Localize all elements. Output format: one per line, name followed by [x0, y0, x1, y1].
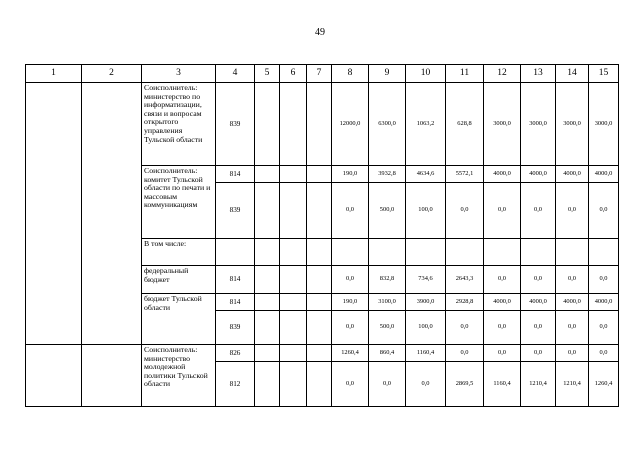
- value-cell: 0,0: [589, 266, 619, 294]
- table-row: [26, 83, 619, 166]
- table-row: [26, 345, 619, 362]
- value-cell: 100,0: [406, 311, 446, 345]
- value-cell: 0,0: [332, 266, 369, 294]
- header-cell: 15: [589, 65, 619, 83]
- header-cell: 14: [556, 65, 589, 83]
- value-cell: 500,0: [369, 311, 406, 345]
- value-cell: 0,0: [556, 266, 589, 294]
- code-cell: 814: [216, 294, 255, 311]
- code-cell: 839: [216, 311, 255, 345]
- empty-cell: [280, 345, 307, 362]
- col2-merged-cell: [82, 83, 142, 345]
- empty-cell: [255, 362, 280, 407]
- program-funding-table: [25, 64, 619, 407]
- row-label: бюджет Тульской области: [142, 294, 216, 345]
- empty-cell: [307, 83, 332, 166]
- value-cell: 3000,0: [556, 83, 589, 166]
- value-cell: 0,0: [556, 345, 589, 362]
- value-cell: 1210,4: [521, 362, 556, 407]
- value-cell: 190,0: [332, 166, 369, 183]
- empty-cell: [280, 239, 307, 266]
- empty-cell: [255, 166, 280, 183]
- value-cell: 0,0: [369, 362, 406, 407]
- col2-merged-cell: [82, 345, 142, 407]
- value-cell: 3000,0: [521, 83, 556, 166]
- empty-cell: [307, 183, 332, 239]
- header-cell: 7: [307, 65, 332, 83]
- empty-cell: [280, 266, 307, 294]
- value-cell: 1260,4: [332, 345, 369, 362]
- value-cell: 0,0: [521, 311, 556, 345]
- header-cell: 5: [255, 65, 280, 83]
- value-cell: 12000,0: [332, 83, 369, 166]
- value-cell: 190,0: [332, 294, 369, 311]
- header-row: [26, 65, 619, 83]
- header-cell: 13: [521, 65, 556, 83]
- row-label: Соисполнитель: комитет Тульской области по печати и массовым коммуникациям: [142, 166, 216, 239]
- value-cell: 1260,4: [589, 362, 619, 407]
- value-cell: 2928,8: [446, 294, 484, 311]
- empty-cell: [280, 166, 307, 183]
- value-cell: 4000,0: [521, 166, 556, 183]
- value-cell: 0,0: [446, 345, 484, 362]
- empty-cell: [255, 311, 280, 345]
- value-cell: 2869,5: [446, 362, 484, 407]
- header-cell: 9: [369, 65, 406, 83]
- value-cell: 100,0: [406, 183, 446, 239]
- empty-cell: [255, 183, 280, 239]
- value-cell: 4000,0: [556, 294, 589, 311]
- empty-cell: [446, 239, 484, 266]
- code-cell: 826: [216, 345, 255, 362]
- empty-cell: [589, 239, 619, 266]
- value-cell: 0,0: [484, 311, 521, 345]
- empty-cell: [307, 362, 332, 407]
- value-cell: 0,0: [332, 183, 369, 239]
- value-cell: 0,0: [589, 183, 619, 239]
- value-cell: 2643,3: [446, 266, 484, 294]
- empty-cell: [307, 166, 332, 183]
- value-cell: 4000,0: [521, 294, 556, 311]
- value-cell: 0,0: [556, 311, 589, 345]
- header-cell: 10: [406, 65, 446, 83]
- value-cell: 832,8: [369, 266, 406, 294]
- col1-merged-cell: [26, 83, 82, 345]
- row-label: Соисполнитель: министерство по информатизации, связи и вопросам открытого управления Тульской области: [142, 83, 216, 166]
- value-cell: 0,0: [484, 345, 521, 362]
- row-label: В том числе:: [142, 239, 216, 266]
- value-cell: 0,0: [521, 183, 556, 239]
- empty-cell: [406, 239, 446, 266]
- value-cell: 4000,0: [484, 166, 521, 183]
- value-cell: 860,4: [369, 345, 406, 362]
- value-cell: 0,0: [446, 311, 484, 345]
- empty-cell: [280, 311, 307, 345]
- empty-cell: [484, 239, 521, 266]
- empty-cell: [556, 239, 589, 266]
- value-cell: 6300,0: [369, 83, 406, 166]
- value-cell: 3932,8: [369, 166, 406, 183]
- value-cell: 0,0: [484, 266, 521, 294]
- empty-cell: [280, 294, 307, 311]
- header-cell: 11: [446, 65, 484, 83]
- col1-merged-cell: [26, 345, 82, 407]
- value-cell: 3100,0: [369, 294, 406, 311]
- value-cell: 1063,2: [406, 83, 446, 166]
- empty-cell: [216, 239, 255, 266]
- empty-cell: [307, 266, 332, 294]
- header-cell: 3: [142, 65, 216, 83]
- header-cell: 1: [26, 65, 82, 83]
- empty-cell: [280, 183, 307, 239]
- code-cell: 812: [216, 362, 255, 407]
- empty-cell: [307, 294, 332, 311]
- value-cell: 4000,0: [484, 294, 521, 311]
- row-label: федеральный бюджет: [142, 266, 216, 294]
- value-cell: 0,0: [556, 183, 589, 239]
- value-cell: 0,0: [521, 345, 556, 362]
- value-cell: 0,0: [332, 311, 369, 345]
- empty-cell: [255, 294, 280, 311]
- empty-cell: [307, 239, 332, 266]
- empty-cell: [521, 239, 556, 266]
- value-cell: 0,0: [484, 183, 521, 239]
- value-cell: 0,0: [332, 362, 369, 407]
- value-cell: 0,0: [406, 362, 446, 407]
- value-cell: 0,0: [589, 345, 619, 362]
- value-cell: 5572,1: [446, 166, 484, 183]
- header-cell: 6: [280, 65, 307, 83]
- header-cell: 2: [82, 65, 142, 83]
- value-cell: 4000,0: [589, 294, 619, 311]
- empty-cell: [255, 266, 280, 294]
- value-cell: 3000,0: [589, 83, 619, 166]
- header-cell: 4: [216, 65, 255, 83]
- value-cell: 0,0: [521, 266, 556, 294]
- value-cell: 1210,4: [556, 362, 589, 407]
- value-cell: 0,0: [446, 183, 484, 239]
- empty-cell: [332, 239, 369, 266]
- page-number: 49: [315, 27, 325, 38]
- value-cell: 4000,0: [589, 166, 619, 183]
- value-cell: 4000,0: [556, 166, 589, 183]
- header-cell: 12: [484, 65, 521, 83]
- empty-cell: [280, 83, 307, 166]
- empty-cell: [255, 345, 280, 362]
- code-cell: 814: [216, 266, 255, 294]
- empty-cell: [280, 362, 307, 407]
- value-cell: 0,0: [589, 311, 619, 345]
- value-cell: 3900,0: [406, 294, 446, 311]
- empty-cell: [255, 239, 280, 266]
- empty-cell: [255, 83, 280, 166]
- value-cell: 500,0: [369, 183, 406, 239]
- value-cell: 628,8: [446, 83, 484, 166]
- value-cell: 734,6: [406, 266, 446, 294]
- row-label: Соисполнитель: министерство молодежной политики Тульской области: [142, 345, 216, 407]
- header-cell: 8: [332, 65, 369, 83]
- value-cell: 3000,0: [484, 83, 521, 166]
- value-cell: 1160,4: [406, 345, 446, 362]
- empty-cell: [307, 345, 332, 362]
- code-cell: 814: [216, 166, 255, 183]
- empty-cell: [369, 239, 406, 266]
- value-cell: 4634,6: [406, 166, 446, 183]
- code-cell: 839: [216, 83, 255, 166]
- code-cell: 839: [216, 183, 255, 239]
- value-cell: 1160,4: [484, 362, 521, 407]
- empty-cell: [307, 311, 332, 345]
